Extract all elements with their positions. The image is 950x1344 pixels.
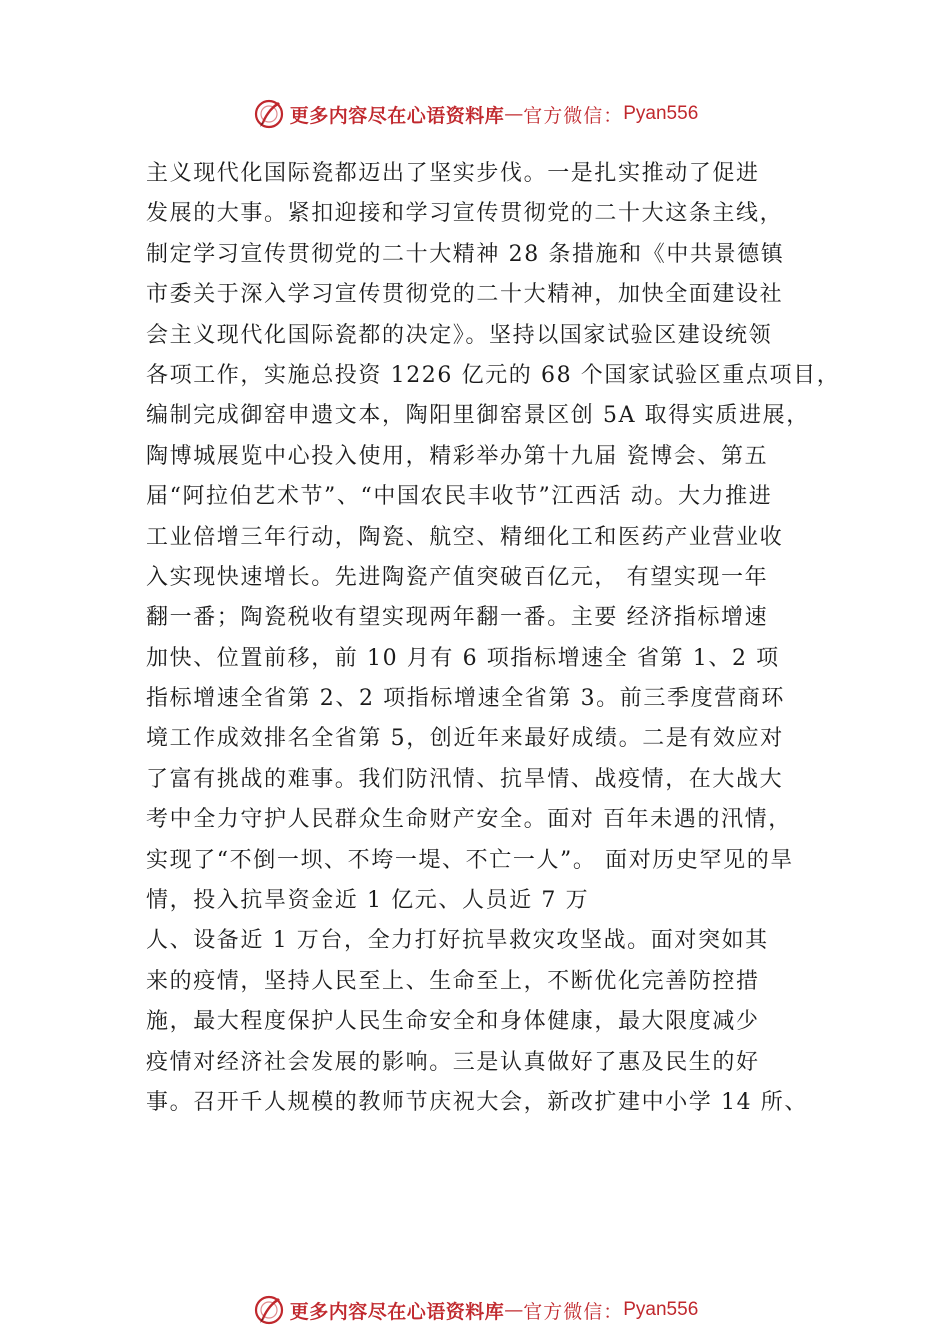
footer-banner xyxy=(0,1290,950,1330)
banner-dash: — xyxy=(504,1299,524,1321)
text-line: 情，投入抗旱资金近 1 亿元、人员近 7 万 xyxy=(146,888,590,914)
text-line: 来的疫情，坚持人民至上、生命至上，不断优化完善防控措 xyxy=(146,968,760,994)
text-line: 境工作成效排名全省第 5，创近年来最好成绩。二是有效应对 xyxy=(146,726,784,752)
text-line: 疫情对经济社会发展的影响。三是认真做好了惠及民生的好 xyxy=(146,1049,760,1075)
text-line: 实现了“不倒一坝、不垮一堤、不亡一人”。 面对历史罕见的旱 xyxy=(146,847,794,873)
banner-account-label: 官方微信： xyxy=(523,104,624,127)
banner-account-label: 官方微信： xyxy=(523,1300,624,1323)
banner-ad-text: 更多内容尽在心语资料库 xyxy=(289,1300,505,1323)
text-line: 制定学习宣传贯彻党的二十大精神 28 条措施和《中共景德镇 xyxy=(146,241,785,267)
document-body xyxy=(146,154,846,1123)
text-line: 各项工作，实施总投资 1226 亿元的 68 个国家试验区重点项目， xyxy=(146,362,841,388)
text-line: 发展的大事。紧扣迎接和学习宣传贯彻党的二十大这条主线， xyxy=(146,201,784,227)
text-line: 人、设备近 1 万台，全力打好抗旱救灾攻坚战。面对突如其 xyxy=(146,928,769,954)
text-line: 工业倍增三年行动，陶瓷、航空、精细化工和医药产业营业收 xyxy=(146,524,784,550)
banner-ad-text: 更多内容尽在心语资料库 xyxy=(289,104,505,127)
text-line: 考中全力守护人民群众生命财产安全。面对 百年未遇的汛情， xyxy=(146,807,792,833)
text-line: 指标增速全省第 2、2 项指标增速全省第 3。前三季度营商环 xyxy=(146,686,785,712)
text-line: 入实现快速增长。先进陶瓷产值突破百亿元， 有望实现一年 xyxy=(146,564,769,590)
text-line: 会主义现代化国际瓷都的决定》。坚持以国家试验区建设统领 xyxy=(146,322,773,348)
banner-account-id: Pyan556 xyxy=(623,1299,699,1320)
text-line: 届“阿拉伯艺术节”、“中国农民丰收节”江西活 动。大力推进 xyxy=(146,484,773,510)
text-line: 编制完成御窑申遗文本，陶阳里御窑景区创 5A 取得实质进展， xyxy=(146,403,810,429)
text-line: 施，最大程度保护人民生命安全和身体健康，最大限度减少 xyxy=(146,1009,760,1035)
text-line: 主义现代化国际瓷都迈出了坚实步伐。一是扎实推动了促进 xyxy=(146,161,760,186)
text-line: 事。召开千人规模的教师节庆祝大会，新改扩建中小学 14 所、 xyxy=(146,1089,808,1115)
text-line: 翻一番；陶瓷税收有望实现两年翻一番。主要 经济指标增速 xyxy=(146,605,769,631)
text-line: 陶博城展览中心投入使用，精彩举办第十九届 瓷博会、第五 xyxy=(146,443,769,469)
text-line: 市委关于深入学习宣传贯彻党的二十大精神，加快全面建设社 xyxy=(146,282,784,308)
text-line: 了富有挑战的难事。我们防汛情、抗旱情、战疫情，在大战大 xyxy=(146,766,784,792)
text-line: 加快、位置前移，前 10 月有 6 项指标增速全 省第 1、2 项 xyxy=(146,645,780,671)
banner-dash: — xyxy=(504,103,524,125)
header-banner xyxy=(0,94,950,134)
banner-account-id: Pyan556 xyxy=(623,103,699,124)
quill-pen-circle-icon xyxy=(252,1293,286,1327)
quill-pen-circle-icon xyxy=(252,97,286,131)
